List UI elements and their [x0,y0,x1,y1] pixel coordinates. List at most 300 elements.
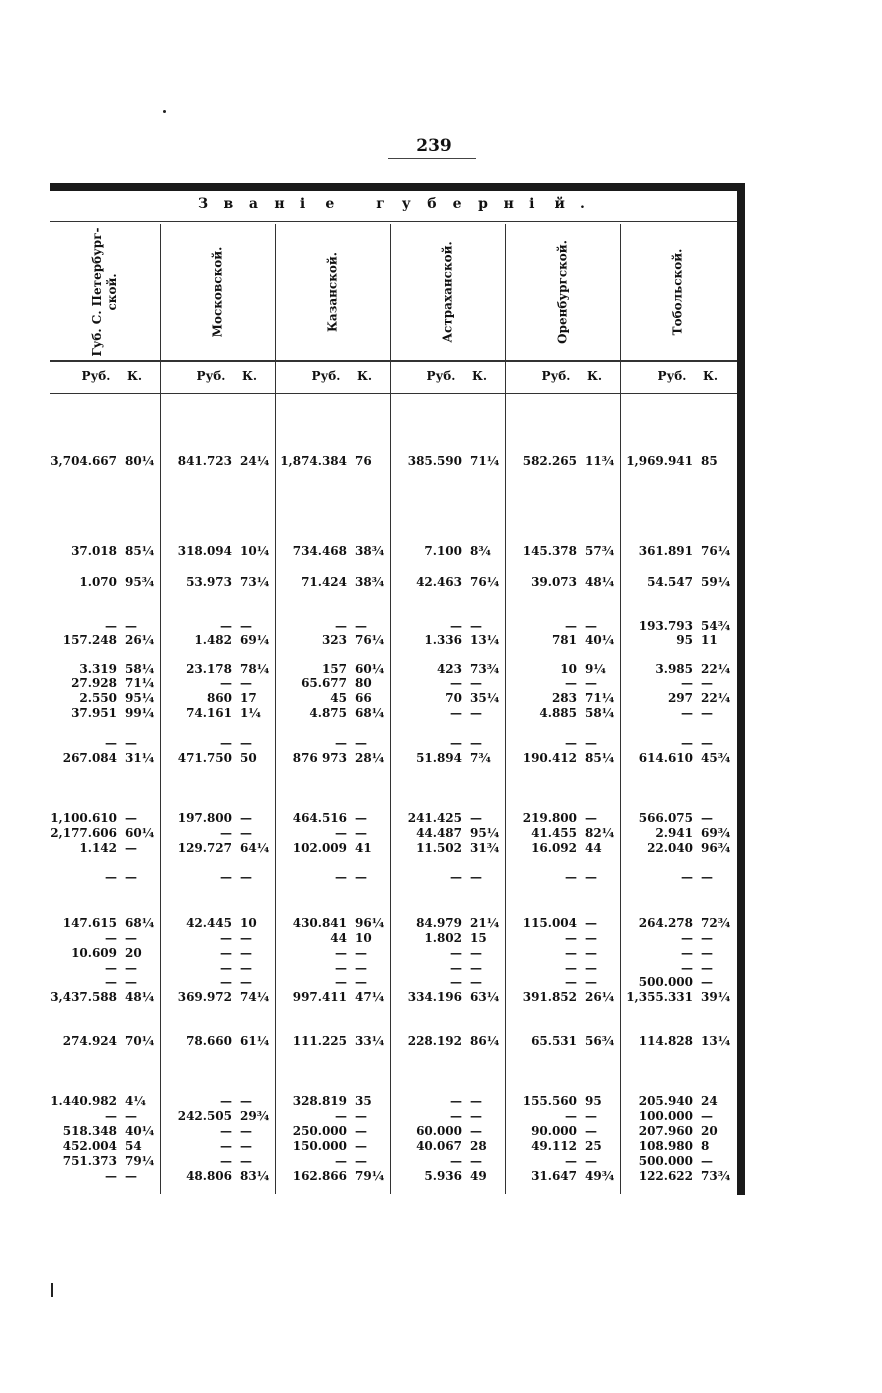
cell-kop: 13¼ [701,1034,731,1048]
cell-kop: — [701,811,713,825]
cell-rub: 452.004 [62,1139,117,1153]
header-title-letter: . [580,196,585,212]
cell-rub: 7.100 [424,544,462,558]
cell-rub: 582.265 [522,454,577,468]
column-header-name: Оренбургской. [555,240,569,344]
cell-kop: 76 [355,454,372,468]
cell-rub: 157.248 [62,633,117,647]
cell-kop: 21¼ [470,916,500,930]
cell-rub: — [220,1094,232,1108]
cell-kop: — [701,736,713,750]
cell-rub: 328.819 [292,1094,347,1108]
cell-kop: 49 [470,1169,487,1183]
header-title-letter: в [223,196,234,212]
cell-kop: 70¼ [125,1034,155,1048]
cell-kop: — [585,1154,597,1168]
cell-rub: 3,437.588 [50,990,117,1004]
cell-kop: 11¾ [585,454,615,468]
cell-kop: 79¼ [355,1169,385,1183]
cell-kop: — [585,1124,597,1138]
cell-kop: — [125,870,137,884]
cell-kop: — [240,931,252,945]
cell-rub: — [450,1094,462,1108]
cell-kop: — [125,619,137,633]
cell-rub: 205.940 [638,1094,693,1108]
cell-kop: — [240,826,252,840]
cell-kop: — [585,811,597,825]
cell-kop: — [585,916,597,930]
cell-kop: 78¼ [240,662,270,676]
cell-rub: — [335,826,347,840]
cell-kop: — [470,1124,482,1138]
cell-rub: 518.348 [62,1124,117,1138]
cell-kop: — [125,1109,137,1123]
cell-kop: — [240,811,252,825]
cell-rub: 48.806 [186,1169,232,1183]
cell-rub: — [220,870,232,884]
cell-kop: 31¾ [470,841,500,855]
cell-rub: 369.972 [177,990,232,1004]
cell-kop: 45¾ [701,751,731,765]
header-title-letter: З [198,196,209,212]
cell-rub: 207.960 [638,1124,693,1138]
cell-kop: — [355,870,367,884]
cell-rub: — [565,961,577,975]
cell-rub: 65.677 [301,676,347,690]
cell-kop: 76¼ [355,633,385,647]
cell-kop: — [355,1109,367,1123]
cell-rub: 111.225 [292,1034,347,1048]
cell-rub: — [565,619,577,633]
cell-kop: 71¼ [470,454,500,468]
cell-kop: 71¼ [125,676,155,690]
cell-rub: 2.550 [79,691,117,705]
cell-kop: — [701,975,713,989]
cell-kop: 8¾ [470,544,491,558]
cell-kop: 4¼ [125,1094,146,1108]
cell-kop: 95 [585,1094,602,1108]
cell-kop: — [585,619,597,633]
cell-rub: 1,100.610 [50,811,117,825]
header-title-letter: б [427,196,437,212]
cell-rub: — [565,1154,577,1168]
cell-rub: — [105,961,117,975]
cell-kop: 50 [240,751,257,765]
cell-kop: 25 [585,1139,602,1153]
cell-rub: — [450,870,462,884]
cell-rub: — [681,946,693,960]
cell-kop: — [470,736,482,750]
cell-rub: 10.609 [71,946,117,960]
cell-rub: 781 [551,633,577,647]
cell-rub: — [681,736,693,750]
cell-kop: 26¼ [125,633,155,647]
cell-kop: 82¼ [585,826,615,840]
cell-kop: — [240,1124,252,1138]
cell-rub: 95 [676,633,693,647]
cell-kop: 8 [701,1139,710,1153]
cell-kop: — [701,946,713,960]
cell-kop: 73¼ [240,575,270,589]
cell-kop: 99¼ [125,706,155,720]
cell-rub: 22.040 [647,841,693,855]
cell-kop: 68¼ [125,916,155,930]
cell-rub: 241.425 [407,811,462,825]
cell-rub: — [335,1154,347,1168]
unit-kop-label: К. [703,369,719,383]
cell-kop: 71¼ [585,691,615,705]
cell-kop: 79¼ [125,1154,155,1168]
cell-rub: 876 973 [292,751,347,765]
header-names-underline [50,360,737,362]
cell-kop: 95¼ [470,826,500,840]
column-header-name: Тобольской. [670,248,685,336]
cell-kop: 73¾ [701,1169,731,1183]
cell-kop: 73¾ [470,662,500,676]
cell-kop: — [355,826,367,840]
cell-kop: 9¼ [585,662,606,676]
cell-rub: 3,704.667 [50,454,117,468]
cell-rub: — [220,619,232,633]
cell-kop: 74¼ [240,990,270,1004]
cell-rub: 323 [321,633,347,647]
cell-rub: — [681,676,693,690]
cell-kop: — [585,946,597,960]
cell-rub: 40.067 [416,1139,462,1153]
cell-kop: 24¼ [240,454,270,468]
cell-kop: 57¾ [585,544,615,558]
cell-rub: 4.875 [309,706,347,720]
cell-kop: 29¾ [240,1109,270,1123]
cell-kop: — [240,676,252,690]
cell-rub: 1.802 [424,931,462,945]
margin-mark [51,1283,53,1297]
cell-rub: — [335,975,347,989]
cell-kop: 11 [701,633,718,647]
cell-rub: 155.560 [522,1094,577,1108]
cell-rub: — [681,706,693,720]
cell-kop: — [125,975,137,989]
cell-rub: 71.424 [301,575,347,589]
cell-rub: — [220,826,232,840]
cell-rub: 228.192 [407,1034,462,1048]
cell-rub: 1.336 [424,633,462,647]
header-title-letter: у [401,196,411,212]
cell-kop: 76¼ [701,544,731,558]
cell-kop: — [470,1154,482,1168]
cell-rub: 4.885 [539,706,577,720]
cell-kop: 31¼ [125,751,155,765]
cell-kop: 20 [701,1124,718,1138]
cell-kop: 58¼ [585,706,615,720]
cell-kop: — [125,1169,137,1183]
cell-rub: 39.073 [531,575,577,589]
cell-rub: 37.018 [71,544,117,558]
cell-kop: — [125,811,137,825]
unit-kop-label: К. [587,369,603,383]
cell-kop: 60¼ [125,826,155,840]
table-top-rule [50,183,745,191]
cell-kop: — [355,946,367,960]
cell-kop: — [240,975,252,989]
cell-kop: 69¼ [240,633,270,647]
unit-kop-label: К. [472,369,488,383]
cell-kop: 44 [585,841,602,855]
header-title-letter: н [274,196,285,212]
cell-rub: 3.985 [655,662,693,676]
header-title-letter: i [299,196,306,212]
cell-rub: 614.610 [638,751,693,765]
header-title-letter: е [325,196,335,212]
cell-rub: — [450,1109,462,1123]
cell-kop: 68¼ [355,706,385,720]
cell-rub: 90.000 [531,1124,577,1138]
cell-kop: — [701,706,713,720]
cell-rub: — [335,870,347,884]
cell-kop: 76¼ [470,575,500,589]
cell-rub: 264.278 [638,916,693,930]
cell-rub: 100.000 [638,1109,693,1123]
cell-kop: — [240,1154,252,1168]
cell-kop: — [470,676,482,690]
cell-rub: 74.161 [186,706,232,720]
cell-kop: 80 [355,676,372,690]
cell-rub: 2.941 [655,826,693,840]
cell-rub: 1.440.982 [50,1094,117,1108]
stray-mark [163,110,166,113]
cell-rub: 2,177.606 [50,826,117,840]
cell-rub: 1,874.384 [280,454,347,468]
cell-rub: 274.924 [62,1034,117,1048]
cell-rub: — [335,1109,347,1123]
cell-rub: 44 [330,931,347,945]
unit-row-underline [50,393,737,394]
cell-rub: — [450,619,462,633]
cell-rub: — [220,676,232,690]
cell-rub: — [105,931,117,945]
cell-rub: 361.891 [638,544,693,558]
cell-kop: — [355,811,367,825]
cell-kop: — [585,975,597,989]
cell-rub: 242.505 [177,1109,232,1123]
cell-kop: — [701,870,713,884]
unit-rub-label: Руб. [311,369,341,383]
unit-rub-label: Руб. [426,369,456,383]
unit-kop-label: К. [127,369,143,383]
cell-rub: — [335,619,347,633]
cell-rub: — [335,736,347,750]
cell-kop: — [470,619,482,633]
cell-rub: 54.547 [647,575,693,589]
cell-rub: 11.502 [416,841,462,855]
cell-rub: — [450,975,462,989]
cell-rub: 78.660 [186,1034,232,1048]
cell-kop: — [470,1094,482,1108]
cell-kop: 85¼ [125,544,155,558]
cell-rub: — [681,870,693,884]
cell-kop: — [355,1139,367,1153]
cell-kop: — [125,841,137,855]
cell-rub: — [565,1109,577,1123]
unit-rub-label: Руб. [196,369,226,383]
cell-kop: 85¼ [585,751,615,765]
cell-kop: 38¾ [355,544,385,558]
cell-kop: 49¾ [585,1169,615,1183]
cell-kop: — [240,961,252,975]
cell-kop: 64¼ [240,841,270,855]
cell-rub: 150.000 [292,1139,347,1153]
cell-kop: — [355,975,367,989]
cell-rub: — [565,975,577,989]
cell-kop: — [355,619,367,633]
cell-rub: — [565,931,577,945]
cell-kop: 56¾ [585,1034,615,1048]
cell-rub: 84.979 [416,916,462,930]
cell-kop: 59¼ [701,575,731,589]
cell-kop: 22¼ [701,691,731,705]
cell-rub: — [565,946,577,960]
cell-rub: — [565,676,577,690]
cell-rub: 157 [321,662,347,676]
cell-rub: — [220,1154,232,1168]
header-title-letter: й [554,196,565,212]
cell-rub: 114.828 [638,1034,693,1048]
cell-kop: 40¼ [125,1124,155,1138]
cell-kop: — [470,811,482,825]
cell-kop: 10¼ [240,544,270,558]
cell-rub: — [565,870,577,884]
header-title-letter: н [503,196,514,212]
cell-rub: 283 [551,691,577,705]
cell-kop: 47¼ [355,990,385,1004]
cell-kop: — [701,931,713,945]
cell-kop: — [240,1094,252,1108]
cell-rub: 190.412 [522,751,577,765]
cell-rub: 16.092 [531,841,577,855]
cell-rub: 1.142 [79,841,117,855]
cell-rub: — [450,706,462,720]
cell-rub: — [681,961,693,975]
cell-kop: 22¼ [701,662,731,676]
cell-rub: 391.852 [522,990,577,1004]
cell-rub: 267.084 [62,751,117,765]
cell-kop: 7¾ [470,751,491,765]
cell-rub: 1,355.331 [626,990,693,1004]
cell-kop: — [470,1109,482,1123]
cell-kop: 69¾ [701,826,731,840]
cell-rub: — [220,931,232,945]
cell-kop: 60¼ [355,662,385,676]
cell-kop: 86¼ [470,1034,500,1048]
cell-kop: 61¼ [240,1034,270,1048]
cell-rub: 423 [436,662,462,676]
unit-rub-label: Руб. [541,369,571,383]
cell-rub: 1.070 [79,575,117,589]
cell-kop: 20 [125,946,142,960]
cell-rub: — [220,1139,232,1153]
cell-rub: — [105,1169,117,1183]
column-header-name: Московской. [210,246,224,338]
cell-rub: — [220,946,232,960]
column-header-name: Астраханской. [440,241,454,343]
cell-kop: 66 [355,691,372,705]
cell-kop: — [470,961,482,975]
cell-kop: — [355,961,367,975]
cell-kop: 54 [125,1139,142,1153]
cell-rub: 318.094 [177,544,232,558]
cell-kop: 58¼ [125,662,155,676]
cell-rub: 5.936 [424,1169,462,1183]
cell-rub: 45 [330,691,347,705]
unit-rub-label: Руб. [81,369,111,383]
cell-rub: 65.531 [531,1034,577,1048]
cell-kop: 40¼ [585,633,615,647]
cell-kop: — [585,736,597,750]
cell-kop: — [240,619,252,633]
cell-rub: 162.866 [292,1169,347,1183]
cell-kop: — [240,870,252,884]
cell-rub: 860 [206,691,232,705]
cell-rub: — [105,975,117,989]
cell-rub: 197.800 [177,811,232,825]
cell-rub: 70 [445,691,462,705]
cell-rub: — [681,931,693,945]
cell-kop: 63¼ [470,990,500,1004]
cell-kop: 35 [355,1094,372,1108]
cell-rub: — [220,975,232,989]
cell-kop: — [470,975,482,989]
cell-kop: — [355,736,367,750]
cell-rub: 297 [667,691,693,705]
header-title-underline [50,221,737,222]
cell-rub: 108.980 [638,1139,693,1153]
cell-kop: 54¾ [701,619,731,633]
cell-kop: 80¼ [125,454,155,468]
cell-rub: 734.468 [292,544,347,558]
cell-rub: — [105,736,117,750]
cell-kop: — [701,676,713,690]
cell-rub: — [335,961,347,975]
cell-rub: — [450,676,462,690]
cell-kop: 48¼ [125,990,155,1004]
cell-rub: 10 [560,662,577,676]
cell-rub: 42.463 [416,575,462,589]
cell-kop: — [585,676,597,690]
cell-kop: 28¼ [355,751,385,765]
cell-kop: — [701,1109,713,1123]
cell-rub: — [450,1154,462,1168]
cell-rub: 334.196 [407,990,462,1004]
cell-kop: 83¼ [240,1169,270,1183]
cell-rub: 193.793 [638,619,693,633]
cell-rub: 51.894 [416,751,462,765]
cell-rub: 53.973 [186,575,232,589]
cell-rub: 145.378 [522,544,577,558]
header-title-letter: е [452,196,462,212]
cell-rub: 841.723 [177,454,232,468]
cell-rub: 471.750 [177,751,232,765]
cell-kop: 39¼ [701,990,731,1004]
unit-rub-label: Руб. [657,369,687,383]
cell-kop: — [125,961,137,975]
cell-rub: 31.647 [531,1169,577,1183]
cell-rub: 41.455 [531,826,577,840]
cell-rub: — [450,736,462,750]
cell-kop: 10 [355,931,372,945]
cell-kop: 72¾ [701,916,731,930]
cell-kop: — [585,961,597,975]
cell-kop: 15 [470,931,487,945]
